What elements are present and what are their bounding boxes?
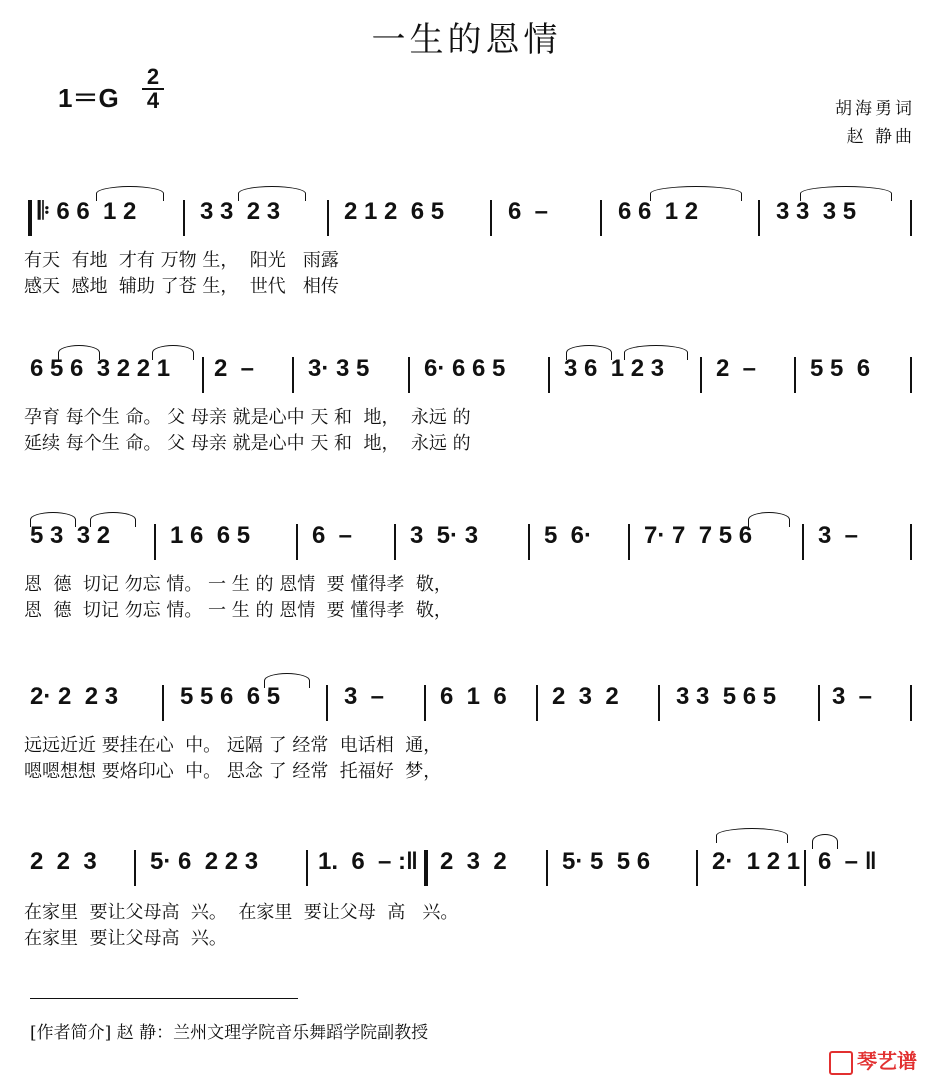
measure: 1 6 6 5 — [170, 522, 251, 549]
measure: 6 – — [312, 522, 353, 549]
barline — [546, 850, 548, 886]
measure: 3 3 3 5 — [776, 198, 857, 225]
notation-line — [0, 522, 933, 562]
barline — [658, 685, 660, 721]
lyric-verse-1: 有天 有地 才有 万物 生， 阳光 雨露 — [24, 250, 339, 271]
lyric-verse-2: 在家里 要让父母高 兴。 — [24, 928, 227, 949]
barline — [758, 200, 760, 236]
measure: 7· 7 7 5 6 — [644, 522, 753, 549]
final-measure: 6 – ‖ — [818, 848, 877, 875]
lyric-verse-1: 在家里 要让父母高 兴。 在家里 要让父母 高 兴。 — [24, 902, 459, 923]
watermark-logo — [829, 1045, 917, 1075]
end-repeat-barline — [424, 850, 428, 886]
slur — [748, 512, 790, 527]
measure: 2· 1 2 1 — [712, 848, 801, 875]
barline — [696, 850, 698, 886]
barline — [292, 357, 294, 393]
barline — [490, 200, 492, 236]
barline — [628, 524, 630, 560]
lyric-verse-1: 远远近近 要挂在心 中。 远隔 了 经常 电话相 通， — [24, 735, 442, 756]
barline — [548, 357, 550, 393]
barline — [134, 850, 136, 886]
key-signature: 1＝G — [58, 83, 119, 113]
measure: 5· 6 2 2 3 — [150, 848, 259, 875]
measure: 5 5 6 — [810, 355, 871, 382]
lyric-verse-1: 孕育 每个生 命。 父 母亲 就是心中 天 和 地， 永远 的 — [24, 407, 471, 428]
barline — [818, 685, 820, 721]
barline — [700, 357, 702, 393]
notation-line — [0, 355, 933, 395]
barline — [394, 524, 396, 560]
slur — [152, 345, 194, 360]
barline — [600, 200, 602, 236]
barline — [162, 685, 164, 721]
measure: 2 2 3 — [30, 848, 97, 875]
barline — [910, 685, 912, 721]
measure: 2 1 2 6 5 — [344, 198, 445, 225]
first-ending-measure: 1. 6 – :‖ — [318, 848, 418, 875]
footnote-divider — [30, 998, 298, 999]
measure: 𝄆 6 6 1 2 — [38, 198, 137, 225]
lyricist-credit: 胡海勇词 — [835, 99, 915, 119]
barline — [794, 357, 796, 393]
barline — [910, 200, 912, 236]
measure: 3 – — [344, 683, 385, 710]
measure: 5· 5 5 6 — [562, 848, 651, 875]
barline — [910, 357, 912, 393]
barline — [910, 524, 912, 560]
author-intro: [作者简介] 赵 静：兰州文理学院音乐舞蹈学院副教授 — [30, 1023, 429, 1043]
measure: 6 5 6 3 2 2 1 — [30, 355, 171, 382]
notation-line — [0, 198, 933, 238]
barline — [154, 524, 156, 560]
slur — [264, 673, 310, 688]
repeat-barline — [28, 200, 32, 236]
measure: 3 – — [818, 522, 859, 549]
measure: 3 6 1 2 3 — [564, 355, 665, 382]
barline — [183, 200, 185, 236]
slur — [96, 186, 164, 201]
notation-line — [0, 848, 933, 888]
fermata-icon — [812, 834, 838, 849]
measure: 2· 2 2 3 — [30, 683, 119, 710]
measure: 3· 3 5 — [308, 355, 370, 382]
time-signature — [142, 66, 164, 112]
barline — [536, 685, 538, 721]
measure: 5 6· — [544, 522, 593, 549]
barline — [804, 850, 806, 886]
barline — [327, 200, 329, 236]
time-denominator: 4 — [146, 88, 160, 113]
measure: 2 – — [214, 355, 255, 382]
notation-line — [0, 683, 933, 723]
lyric-verse-2: 恩 德 切记 勿忘 情。 一 生 的 恩情 要 懂得孝 敬， — [24, 600, 452, 621]
measure: 3 3 5 6 5 — [676, 683, 777, 710]
slur — [650, 186, 742, 201]
measure: 6 – — [508, 198, 549, 225]
barline — [306, 850, 308, 886]
measure: 2 3 2 — [440, 848, 507, 875]
barline — [202, 357, 204, 393]
lyric-verse-2: 延续 每个生 命。 父 母亲 就是心中 天 和 地， 永远 的 — [24, 433, 471, 454]
lyric-verse-2: 感天 感地 辅助 了苍 生， 世代 相传 — [24, 276, 339, 297]
slur — [30, 512, 76, 527]
measure: 3 3 2 3 — [200, 198, 281, 225]
time-numerator: 2 — [142, 66, 164, 90]
measure: 2 3 2 — [552, 683, 619, 710]
slur — [716, 828, 788, 843]
measure: 6 1 6 — [440, 683, 507, 710]
measure: 3 5· 3 — [410, 522, 479, 549]
measure: 6· 6 6 5 — [424, 355, 506, 382]
slur — [58, 345, 100, 360]
barline — [408, 357, 410, 393]
composer-credit: 赵 静曲 — [846, 127, 915, 147]
barline — [528, 524, 530, 560]
slur — [238, 186, 306, 201]
measure: 3 – — [832, 683, 873, 710]
slur — [566, 345, 612, 360]
barline — [296, 524, 298, 560]
watermark-text: 琴艺谱 — [857, 1051, 917, 1074]
song-title: 一生的恩情 — [371, 20, 562, 60]
slur — [624, 345, 688, 360]
slur — [800, 186, 892, 201]
slur — [90, 512, 136, 527]
measure: 5 5 6 6 5 — [180, 683, 281, 710]
barline — [326, 685, 328, 721]
barline — [424, 685, 426, 721]
measure: 6 6 1 2 — [618, 198, 699, 225]
measure: 2 – — [716, 355, 757, 382]
lyric-verse-1: 恩 德 切记 勿忘 情。 一 生 的 恩情 要 懂得孝 敬， — [24, 574, 452, 595]
logo-icon — [829, 1051, 853, 1075]
lyric-verse-2: 嗯嗯想想 要烙印心 中。 思念 了 经常 托福好 梦， — [24, 761, 442, 782]
barline — [802, 524, 804, 560]
measure: 5 3 3 2 — [30, 522, 111, 549]
